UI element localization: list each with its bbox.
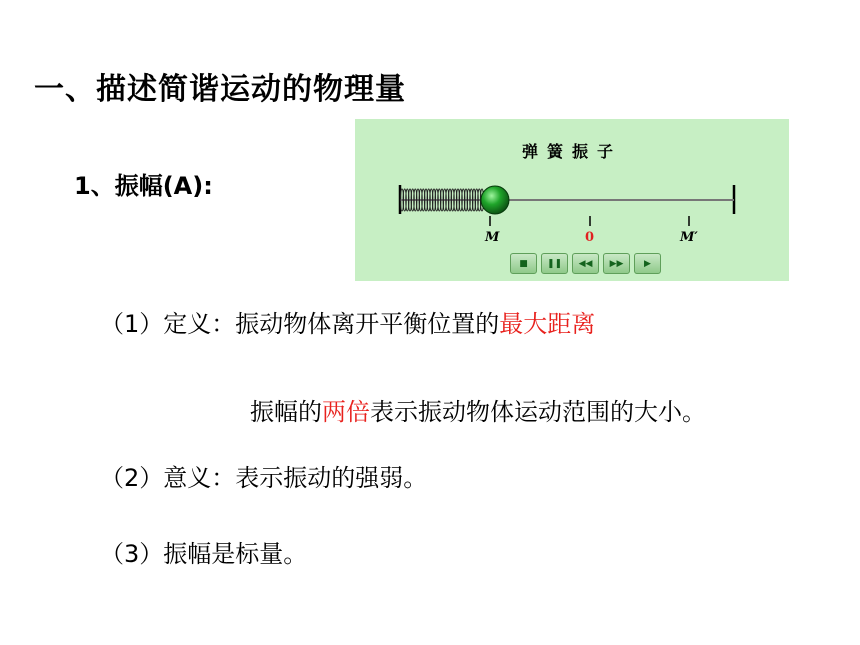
fast-forward-icon: ▶▶	[609, 258, 624, 269]
twice-suffix: 表示振动物体运动范围的大小。	[370, 398, 706, 426]
page-title: 一、描述简谐运动的物理量	[34, 72, 406, 107]
fast-forward-button[interactable]	[603, 253, 630, 274]
label-zero: 0	[585, 230, 595, 245]
oscillator-ball	[481, 186, 509, 214]
pause-button[interactable]	[541, 253, 568, 274]
twice-prefix: 振幅的	[250, 398, 322, 426]
playback-controls	[510, 253, 661, 274]
spring-oscillator-simulation	[355, 119, 789, 281]
twice-amplitude-line	[250, 392, 706, 427]
definition-highlight: 最大距离	[499, 310, 596, 338]
pause-icon: ❚❚	[546, 258, 563, 269]
stop-button[interactable]	[510, 253, 537, 274]
scalar-line: （3）振幅是标量。	[100, 540, 308, 568]
stop-icon: ■	[519, 258, 528, 269]
label-m: M	[485, 230, 500, 245]
simulation-title: 弹簧振子	[521, 142, 622, 161]
twice-highlight: 两倍	[322, 398, 370, 426]
play-icon: ▶	[644, 258, 651, 269]
rewind-button[interactable]	[572, 253, 599, 274]
label-m-prime: M′	[680, 230, 698, 245]
definition-line	[100, 304, 595, 339]
meaning-line: （2）意义：表示振动的强弱。	[100, 464, 428, 492]
section-title-amplitude: 1、振幅(A):	[74, 172, 213, 200]
rewind-icon: ◀◀	[578, 258, 593, 269]
play-button[interactable]	[634, 253, 661, 274]
definition-text: （1）定义：振动物体离开平衡位置的	[100, 310, 500, 338]
